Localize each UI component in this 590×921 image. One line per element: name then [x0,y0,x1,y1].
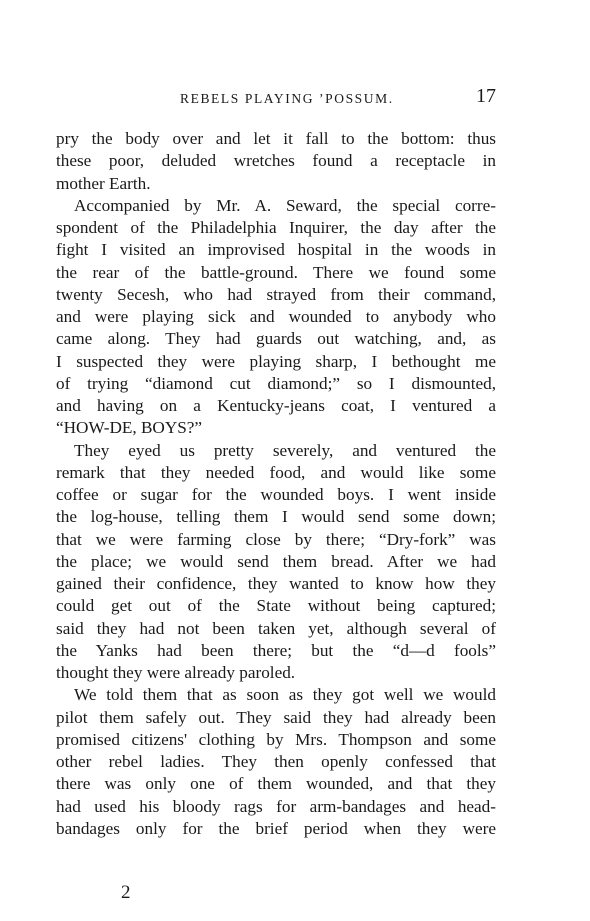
text-line: these poor, deluded wretches found a receptacle in [56,151,496,171]
text-line: gained their confidence, they wanted to know how they [56,574,496,593]
text-line: the rear of the battle-ground. There we found some [56,262,496,282]
text-line: pry the body over and let it fall to the bottom: thus [56,129,496,148]
text-line: “HOW-DE, BOYS?” [56,418,203,438]
running-title: REBELS PLAYING ’POSSUM. [180,91,394,106]
text-line: had used his bloody rags for arm-bandages and head- [56,796,496,816]
text-line: and having on a Kentucky-jeans coat, I ventured a [56,396,496,415]
text-line: said they had not been taken yet, although several of [56,618,496,638]
text-line: could get out of the State without being captured; [56,596,496,616]
text-line: that we were farming close by there; “Dry-fork” was [56,529,496,549]
text-line: thought they were already paroled. [56,663,296,682]
text-line: other rebel ladies. They then openly confessed that [56,752,496,771]
text-line: Accompanied by Mr. A. Seward, the special corre- [74,195,496,215]
body-text [56,128,496,840]
text-line: and were playing sick and wounded to anybody who [56,307,496,326]
text-line: promised citizens' clothing by Mrs. Thompson and some [56,729,496,749]
text-line: fight I visited an improvised hospital in the woods in [56,240,496,260]
text-line: They eyed us pretty severely, and ventured the [74,440,496,460]
signature-mark: 2 [121,882,131,903]
text-line: We told them that as soon as they got well we would [74,685,496,705]
text-line: remark that they needed food, and would like some [56,462,496,482]
text-line: the log-house, telling them I would send some down; [56,507,496,527]
text-line: pilot them safely out. They said they had already been [56,707,496,727]
text-line: came along. They had guards out watching, and, as [56,329,496,349]
text-line: of trying “diamond cut diamond;” so I dismounted, [56,373,496,393]
text-line: twenty Secesh, who had strayed from their command, [56,284,496,304]
text-line: mother Earth. [56,173,151,193]
page-number: 17 [476,85,496,107]
text-line: I suspected they were playing sharp, I bethought me [56,351,496,371]
text-line: the place; we would send them bread. After we had [56,551,496,571]
text-line: there was only one of them wounded, and that they [56,774,496,794]
running-head [56,85,496,113]
text-line: coffee or sugar for the wounded boys. I went inside [56,485,496,504]
text-line: spondent of the Philadelphia Inquirer, the day after the [56,218,496,237]
text-line: the Yanks had been there; but the “d—d fools” [56,640,496,660]
text-line: bandages only for the brief period when they were [56,818,496,838]
